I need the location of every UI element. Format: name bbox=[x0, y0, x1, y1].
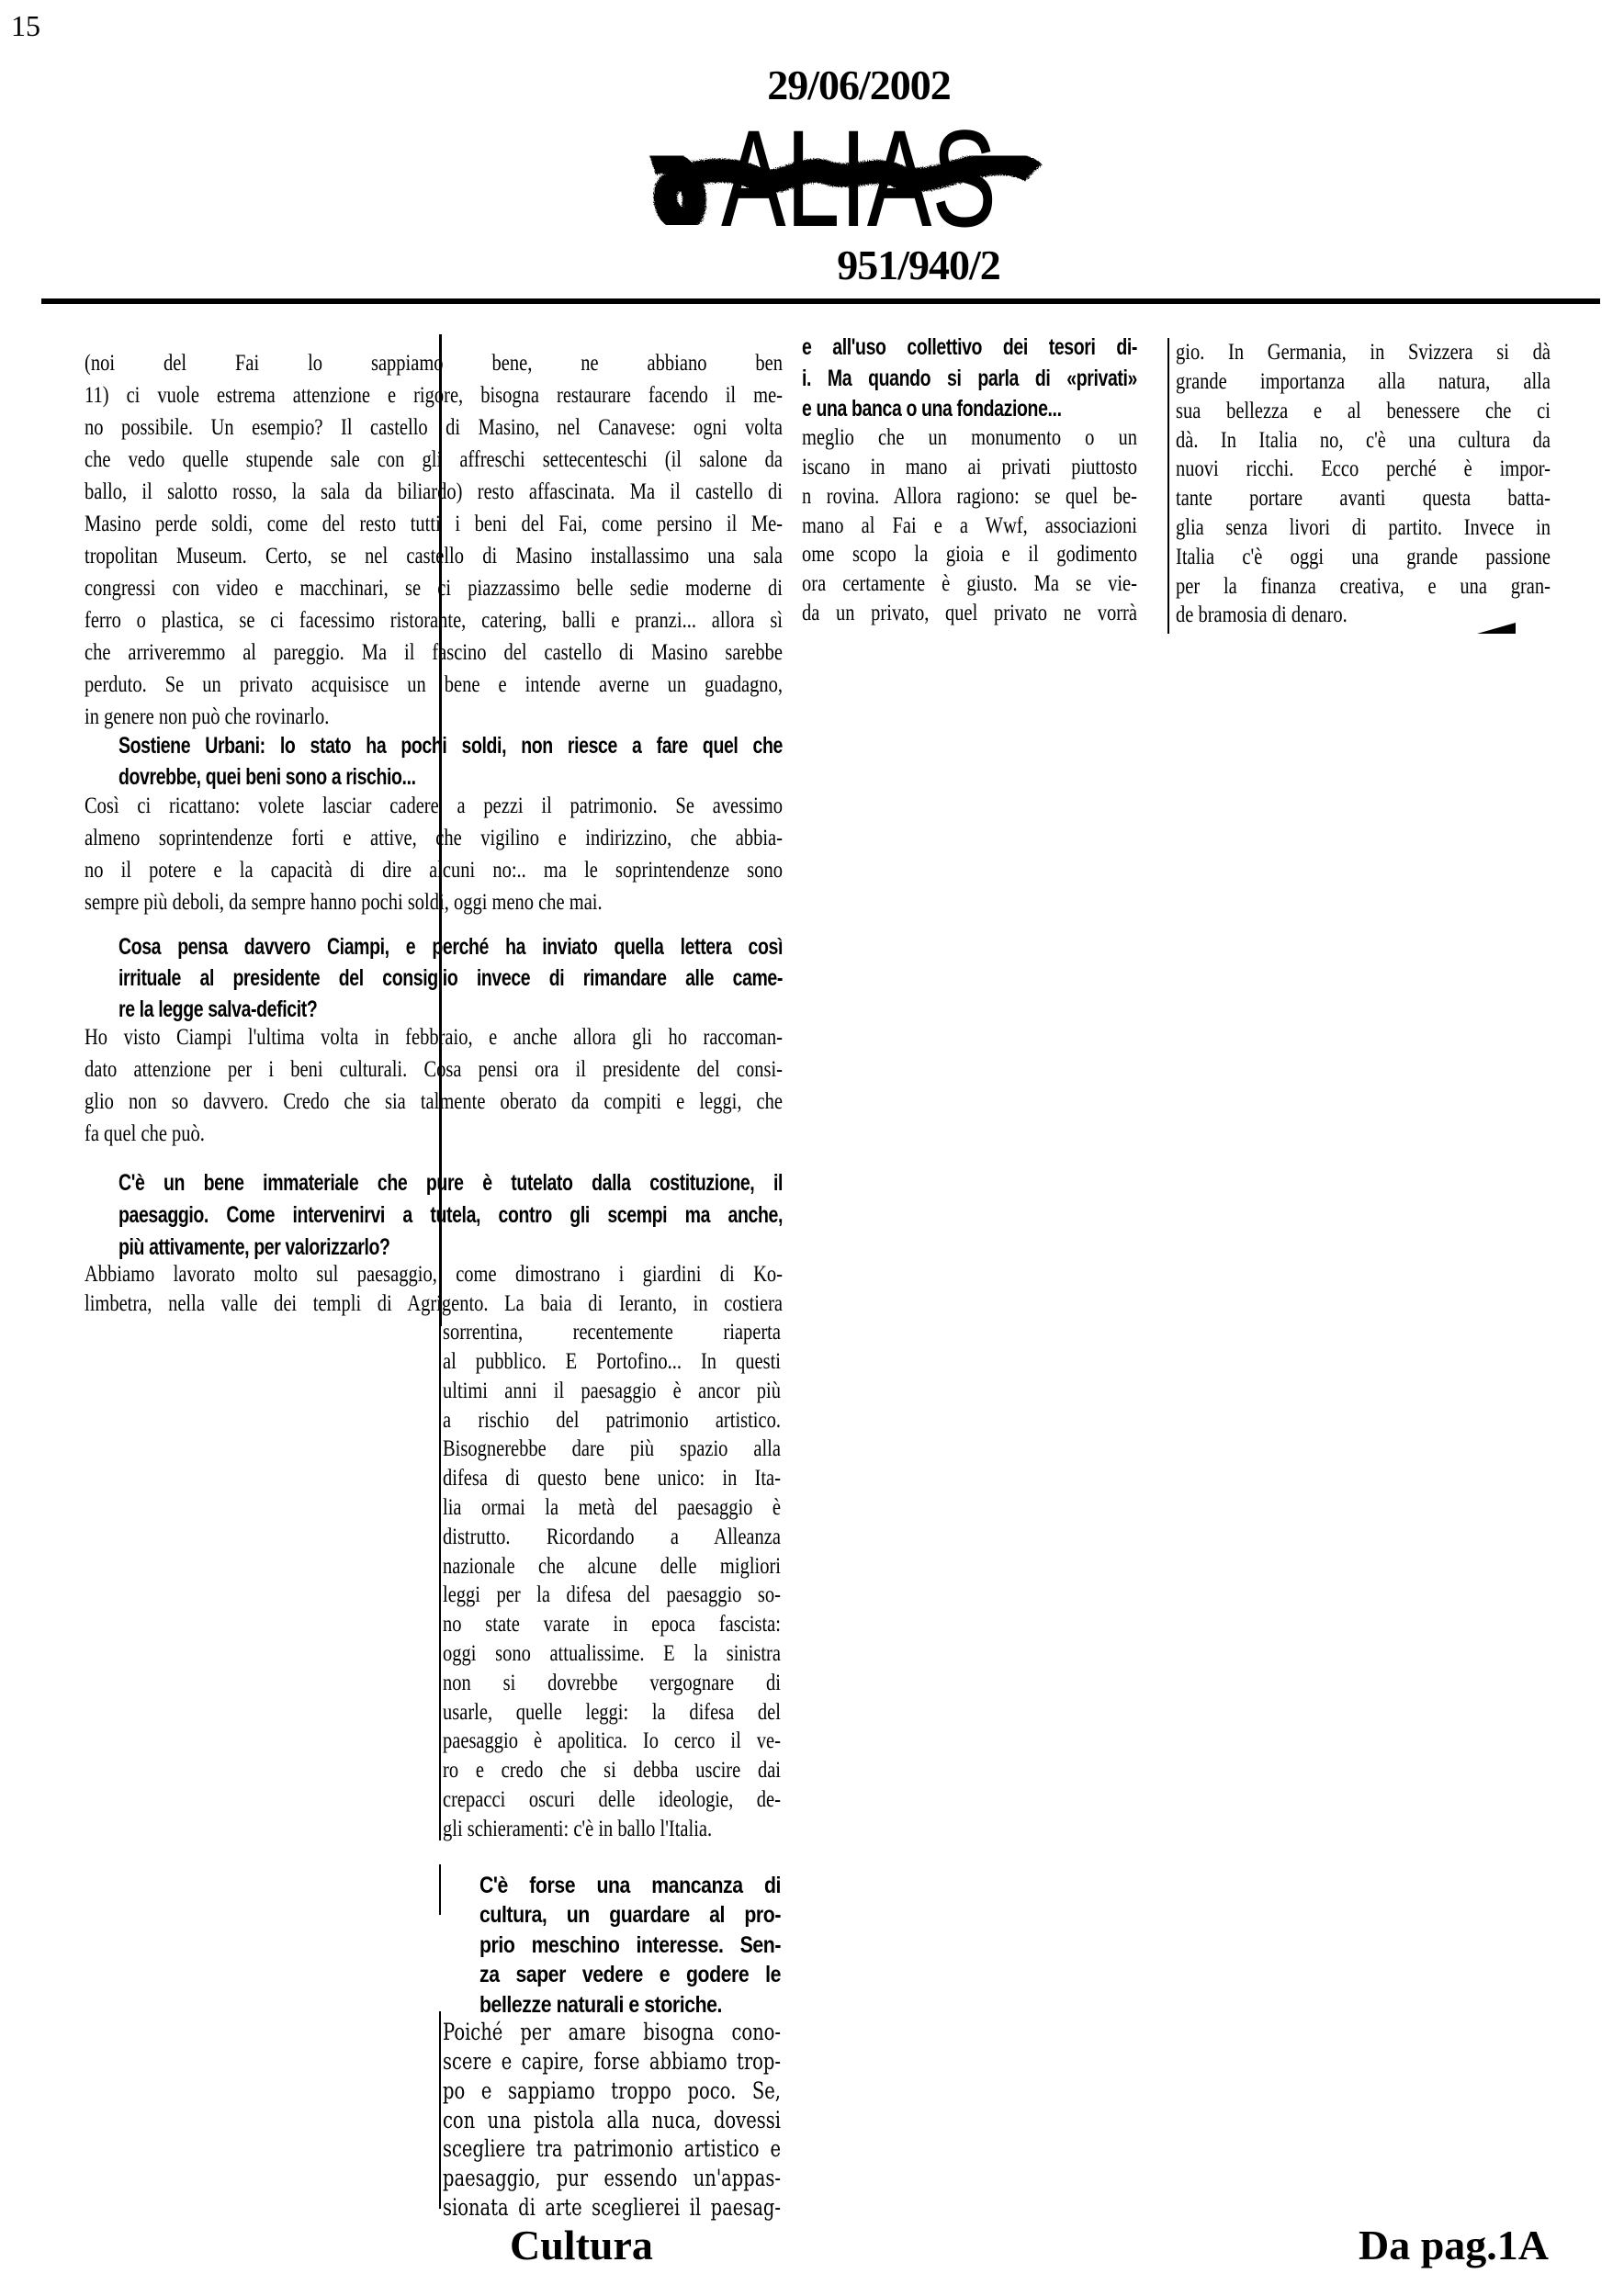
column2-body-line: ome scopo la gioia e il godimento bbox=[802, 542, 1137, 568]
paragraph-intro-line: ferro o plastica, se ci facessimo ristorante, catering, balli e pranzi... allora sì bbox=[85, 607, 783, 633]
column2-question-line: e all'uso collettivo dei tesori di- bbox=[802, 334, 1137, 361]
alias-logo bbox=[643, 99, 1038, 255]
question-3-line: più attivamente, per valorizzarlo? bbox=[118, 1233, 390, 1260]
svg-text:ALIAS: ALIAS bbox=[721, 101, 997, 255]
answer-3-continued-line: leggi per la difesa del paesaggio so- bbox=[443, 1582, 781, 1608]
answer-1-line: Così ci ricattano: volete lasciar cadere a pezzi il patrimonio. Se avessimo bbox=[85, 793, 783, 818]
question-3-line: paesaggio. Come intervenirvi a tutela, contro gli scempi ma anche, bbox=[118, 1201, 783, 1228]
answer-3-continued-line: oggi sono attualissime. E la sinistra bbox=[443, 1640, 781, 1666]
column3-body-line: glia senza livori di partito. Invece in bbox=[1176, 514, 1551, 540]
paragraph-intro-line: che vedo quelle stupende sale con gli affreschi settecenteschi (il salone da bbox=[85, 446, 783, 472]
answer-3-continued-line: usarle, quelle leggi: la difesa del bbox=[443, 1699, 781, 1725]
paragraph-intro-line: congressi con video e macchinari, se ci piazzassimo belle sedie moderne di bbox=[85, 575, 783, 601]
paragraph-intro-line: ballo, il salotto rosso, la sala da biliardo) resto affascinata. Ma il castello di bbox=[85, 478, 783, 504]
question-1-line: dovrebbe, quei beni sono a rischio... bbox=[118, 764, 416, 790]
answer-3-continued-line: no state varate in epoca fascista: bbox=[443, 1612, 781, 1638]
answer-3-continued-line: ro e credo che si debba uscire dai bbox=[443, 1758, 781, 1784]
answer-3-continued-line: crepacci oscuri delle ideologie, de- bbox=[443, 1786, 781, 1812]
question-2-line: Cosa pensa davvero Ciampi, e perché ha inviato quella lettera così bbox=[118, 934, 783, 960]
answer-4-line: scegliere tra patrimonio artistico e bbox=[443, 2135, 781, 2163]
section-label: Cultura bbox=[510, 2222, 653, 2268]
answer-4-line: scere e capire, forse abbiamo trop- bbox=[443, 2047, 781, 2075]
column3-body-line: dà. In Italia no, c'è una cultura da bbox=[1176, 427, 1551, 453]
answer-2-line: dato attenzione per i beni culturali. Cosa pensi ora il presidente del consi- bbox=[85, 1056, 783, 1082]
question-2-line: re la legge salva-deficit? bbox=[118, 996, 318, 1022]
column-divider bbox=[439, 2011, 441, 2209]
column3-body-line: de bramosia di denaro. bbox=[1176, 602, 1348, 628]
answer-3-continued-line: al pubblico. E Portofino... In questi bbox=[443, 1348, 781, 1374]
paragraph-intro-line: (noi del Fai lo sappiamo bene, ne abbiano ben bbox=[85, 350, 783, 376]
answer-3-continued-line: ultimi anni il paesaggio è ancor più bbox=[443, 1378, 781, 1403]
answer-3-continued-line: a rischio del patrimonio artistico. bbox=[443, 1407, 781, 1433]
issue-date: 29/06/2002 bbox=[767, 62, 951, 108]
paragraph-intro-line: no possibile. Un esempio? Il castello di Masino, nel Canavese: ogni volta bbox=[85, 414, 783, 440]
answer-2-line: glio non so davvero. Credo che sia talmente oberato da compiti e leggi, che bbox=[85, 1088, 783, 1114]
column3-body-line: per la finanza creativa, e una gran- bbox=[1176, 573, 1551, 599]
question-3-line: C'è un bene immateriale che pure è tutelato dalla costituzione, il bbox=[118, 1169, 783, 1196]
answer-3-continued-line: Bisognerebbe dare più spazio alla bbox=[443, 1436, 781, 1462]
answer-3-continued-line: paesaggio è apolitica. Io cerco il ve- bbox=[443, 1728, 781, 1754]
answer-2-line: fa quel che può. bbox=[85, 1120, 205, 1146]
answer-3-continued-line: non si dovrebbe vergognare di bbox=[443, 1670, 781, 1695]
column3-body-line: nuovi ricchi. Ecco perché è impor- bbox=[1176, 456, 1551, 482]
column2-question-line: e una banca o una fondazione... bbox=[802, 396, 1062, 422]
column3-body-line: sua bellezza e al benessere che ci bbox=[1176, 398, 1551, 423]
page-number: 15 bbox=[11, 9, 40, 42]
column-divider bbox=[439, 1864, 441, 1915]
question-2-line: irrituale al presidente del consiglio invece di rimandare alle came- bbox=[118, 965, 783, 991]
column2-body-line: meglio che un monumento o un bbox=[802, 425, 1137, 451]
answer-2-line: Ho visto Ciampi l'ultima volta in febbraio, e anche allora gli ho raccoman- bbox=[85, 1024, 783, 1050]
column3-body-line: tante portare avanti questa batta- bbox=[1176, 486, 1551, 512]
column-divider bbox=[1167, 338, 1169, 634]
column3-body-line: grande importanza alla natura, alla bbox=[1176, 368, 1551, 394]
column3-body-line: gio. In Germania, in Svizzera si dà bbox=[1176, 340, 1551, 366]
column2-body-line: iscano in mano ai privati piuttosto bbox=[802, 454, 1137, 479]
answer-3-line: Abbiamo lavorato molto sul paesaggio, come dimostrano i giardini di Ko- bbox=[85, 1262, 783, 1287]
column2-body-line: da un privato, quel privato ne vorrà bbox=[802, 600, 1137, 625]
paragraph-intro-line: che arriveremmo al pareggio. Ma il fascino del castello di Masino sarebbe bbox=[85, 639, 783, 665]
column2-body-line: n rovina. Allora ragiono: se quel be- bbox=[802, 483, 1137, 509]
answer-3-continued-line: gli schieramenti: c'è in ballo l'Italia. bbox=[443, 1816, 713, 1841]
answer-1-line: sempre più deboli, da sempre hanno pochi soldi, oggi meno che mai. bbox=[85, 889, 603, 915]
question-4-line: bellezze naturali e storiche. bbox=[479, 1991, 723, 2018]
answer-3-continued-line: difesa di questo bene unico: in Ita- bbox=[443, 1466, 781, 1491]
column2-body-line: mano al Fai e a Wwf, associazioni bbox=[802, 512, 1137, 538]
header-rule bbox=[41, 298, 1600, 304]
answer-3-continued-line: lia ormai la metà del paesaggio è bbox=[443, 1494, 781, 1520]
column3-body-line: Italia c'è oggi una grande passione bbox=[1176, 544, 1551, 569]
paragraph-intro-line: Masino perde soldi, come del resto tutti i beni del Fai, come persino il Me- bbox=[85, 511, 783, 536]
question-4-line: prio meschino interesse. Sen- bbox=[479, 1931, 781, 1958]
column2-question-line: i. Ma quando si parla di «privati» bbox=[802, 365, 1137, 391]
answer-4-line: po e sappiamo troppo poco. Se, bbox=[443, 2077, 781, 2104]
answer-4-line: sionata di arte sceglierei il paesag- bbox=[443, 2193, 781, 2221]
answer-4-line: con una pistola alla nuca, dovessi bbox=[443, 2106, 781, 2133]
answer-3-continued-line: sorrentina, recentemente riaperta bbox=[443, 1320, 781, 1345]
paragraph-intro-line: 11) ci vuole estrema attenzione e rigore, bisogna restaurare facendo il me- bbox=[85, 382, 783, 408]
question-4-line: cultura, un guardare al pro- bbox=[479, 1902, 781, 1929]
question-1-line: Sostiene Urbani: lo stato ha pochi soldi, non riesce a fare quel che bbox=[118, 733, 783, 759]
issue-code: 951/940/2 bbox=[837, 242, 1000, 288]
answer-1-line: no il potere e la capacità di dire alcuni no:.. ma le soprintendenze sono bbox=[85, 857, 783, 883]
paragraph-intro-line: perduto. Se un privato acquisisce un bene e intende averne un guadagno, bbox=[85, 671, 783, 697]
answer-1-line: almeno soprintendenze forti e attive, che vigilino e indirizzino, che abbia- bbox=[85, 825, 783, 850]
answer-3-continued-line: distrutto. Ricordando a Alleanza bbox=[443, 1524, 781, 1549]
continued-from: Da pag.1A bbox=[1359, 2222, 1550, 2268]
question-4-line: za saper vedere e godere le bbox=[479, 1962, 781, 1988]
column2-body-line: ora certamente è giusto. Ma se vie- bbox=[802, 571, 1137, 597]
answer-4-line: Poiché per amare bisogna cono- bbox=[443, 2019, 781, 2046]
column-divider bbox=[439, 1326, 441, 1840]
answer-3-line: limbetra, nella valle dei templi di Agrigento. La baia di Ieranto, in costiera bbox=[85, 1291, 783, 1316]
paragraph-intro-line: tropolitan Museum. Certo, se nel castello di Masino installassimo una sala bbox=[85, 543, 783, 568]
answer-4-line: paesaggio, pur essendo un'appas- bbox=[443, 2165, 781, 2192]
paragraph-intro-line: in genere non può che rovinarlo. bbox=[85, 703, 330, 729]
question-4-line: C'è forse una mancanza di bbox=[479, 1872, 781, 1898]
answer-3-continued-line: nazionale che alcune delle migliori bbox=[443, 1553, 781, 1579]
